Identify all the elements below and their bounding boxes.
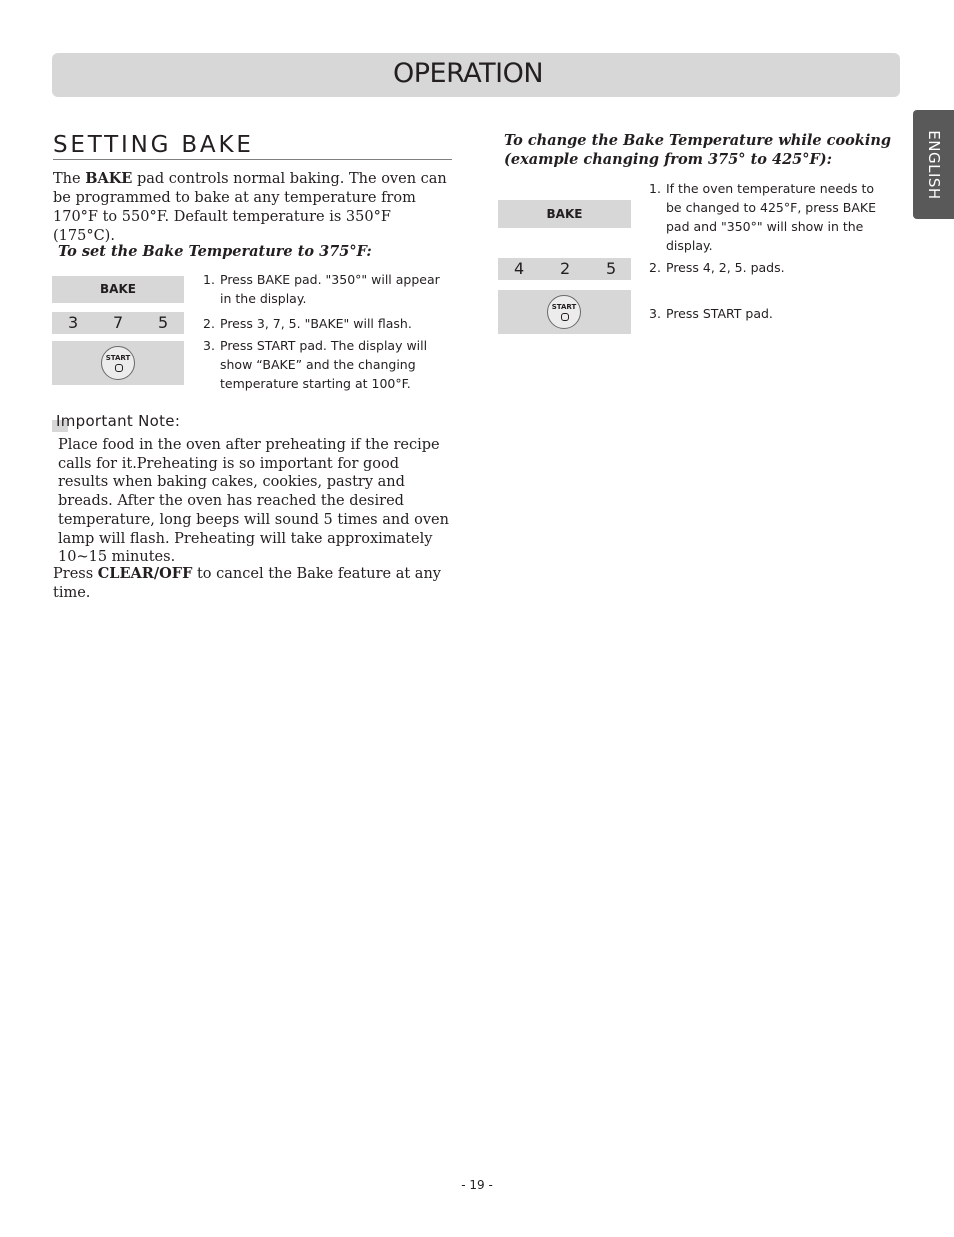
section-title: SETTING BAKE — [53, 132, 254, 158]
change-temp-steps — [649, 179, 879, 323]
digit-pad[interactable]: 5 — [158, 313, 169, 332]
language-tab — [913, 110, 954, 219]
list-item: 2. Press 3, 7, 5. "BAKE" will flash. — [203, 316, 412, 331]
language-tab-label: ENGLISH — [924, 129, 943, 200]
important-note-heading: Important Note: — [56, 412, 181, 430]
list-item: 3. Press START pad. The display will show “BAKE” and the changing temperature starting at 100°F. — [203, 338, 428, 391]
list-item: 2. Press 4, 2, 5. pads. — [649, 260, 785, 275]
lock-icon — [115, 364, 123, 372]
start-pad-panel — [52, 341, 184, 385]
start-button[interactable] — [547, 295, 581, 329]
number-pads — [498, 258, 631, 280]
bake-pad[interactable] — [498, 200, 631, 228]
page-number: - 19 - — [461, 1178, 493, 1192]
digit-pad[interactable]: 7 — [113, 313, 124, 332]
list-item: 3. Press START pad. — [649, 306, 773, 321]
bake-pad[interactable] — [52, 276, 184, 303]
bake-pad-label: BAKE — [546, 207, 583, 221]
start-button-label: START — [551, 303, 577, 311]
header-bar — [52, 53, 900, 97]
start-button[interactable] — [101, 346, 135, 380]
cancel-paragraph: Press CLEAR/OFF to cancel the Bake feature at any time. — [53, 565, 441, 601]
important-note-body: Place food in the oven after preheating if the recipe calls for it.Preheating is so important for good results when baking cakes, cookies, pastry and breads. After the oven has reached the desired temperature, long beeps will sound 5 times and oven lamp will flash. Preheating will take approximately 10~15 minutes. — [58, 437, 449, 566]
section-divider — [53, 159, 452, 160]
set-temp-steps — [203, 270, 441, 393]
number-pads — [52, 312, 184, 334]
digit-pad[interactable]: 3 — [68, 313, 79, 332]
start-pad-panel — [498, 290, 631, 334]
set-temp-heading: To set the Bake Temperature to 375°F: — [58, 243, 372, 260]
list-item: 1. Press BAKE pad. "350°" will appear in the display. — [203, 272, 440, 306]
bake-pad-label: BAKE — [100, 282, 136, 296]
start-button-label: START — [105, 354, 131, 362]
lock-icon — [561, 313, 569, 321]
change-temp-heading: To change the Bake Temperature while cooking (example changing from 375° to 425°F): — [504, 132, 892, 168]
digit-pad[interactable]: 2 — [560, 259, 571, 278]
list-item: 1. If the oven temperature needs to be changed to 425°F, press BAKE pad and "350°" will show in the display. — [649, 181, 876, 253]
digit-pad[interactable]: 4 — [514, 259, 525, 278]
intro-paragraph: The BAKE pad controls normal baking. The oven can be programmed to bake at any temperature from 170°F to 550°F. Default temperature is 350°F (175°C). — [53, 170, 447, 244]
page-title: OPERATION — [393, 58, 544, 89]
digit-pad[interactable]: 5 — [606, 259, 617, 278]
